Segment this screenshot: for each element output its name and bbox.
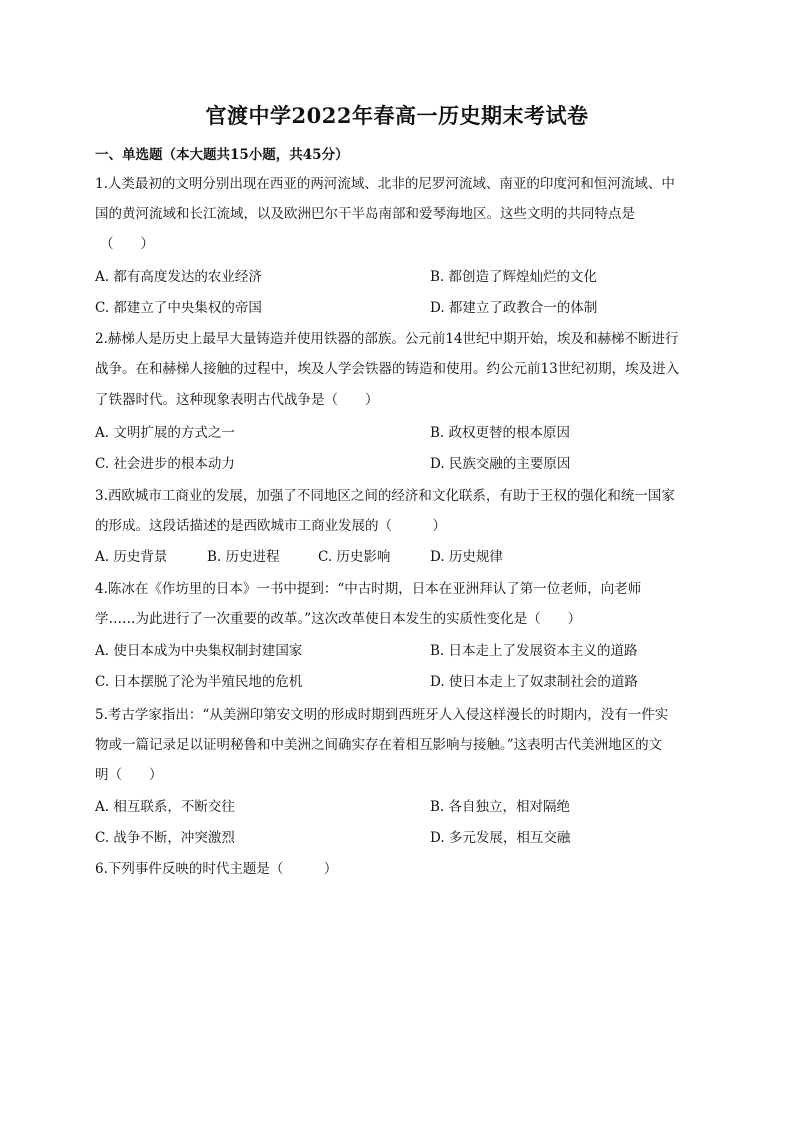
question-5-option-c[interactable]: C. 战争不断，冲突激烈: [95, 830, 235, 846]
question-2-option-a[interactable]: A. 文明扩展的方式之一: [95, 425, 235, 441]
question-5-line-3: 明（ ）: [95, 767, 163, 783]
question-2-line-3: 了铁器时代。这种现象表明古代战争是（ ）: [95, 392, 379, 408]
question-5-option-a[interactable]: A. 相互联系，不断交往: [95, 799, 235, 815]
question-3-line-1: 3.西欧城市工商业的发展，加强了不同地区之间的经济和文化联系，有助于王权的强化和统一国家: [95, 488, 675, 504]
question-4-option-d[interactable]: D. 使日本走上了奴隶制社会的道路: [430, 674, 638, 690]
question-4-option-a[interactable]: A. 使日本成为中央集权制封建国家: [95, 643, 303, 659]
question-1-line-2: 国的黄河流域和长江流域，以及欧洲巴尔干半岛南部和爱琴海地区。这些文明的共同特点是: [95, 206, 635, 222]
section-heading: 一、单选题（本大题共15小题，共45分）: [95, 147, 349, 163]
question-5-line-1: 5.考古学家指出：“从美洲印第安文明的形成时期到西班牙人入侵这样漫长的时期内，没有一件实: [95, 707, 669, 723]
question-1-line-3: （ ）: [100, 236, 154, 252]
question-3-line-2: 的形成。这段话描述的是西欧城市工商业发展的（ ）: [95, 518, 446, 534]
question-3-option-d[interactable]: D. 历史规律: [430, 549, 503, 565]
page-title: 官渡中学2022年春高一历史期末考试卷: [205, 103, 589, 128]
question-2-option-b[interactable]: B. 政权更替的根本原因: [430, 425, 571, 441]
question-5-option-b[interactable]: B. 各自独立，相对隔绝: [430, 799, 571, 815]
question-4-line-2: 学……为此进行了一次重要的改革。”这次改革使日本发生的实质性变化是（ ）: [95, 611, 582, 627]
question-2-option-d[interactable]: D. 民族交融的主要原因: [430, 456, 571, 472]
question-5-line-2: 物或一篇记录足以证明秘鲁和中美洲之间确实存在着相互影响与接触。”这表明古代美洲地区的文: [95, 737, 663, 753]
question-1-option-b[interactable]: B. 都创造了辉煌灿烂的文化: [430, 269, 598, 285]
question-3-option-a[interactable]: A. 历史背景: [95, 549, 168, 565]
question-6-line-1: 6.下列事件反映的时代主题是（ ）: [95, 861, 338, 877]
question-4-option-b[interactable]: B. 日本走上了发展资本主义的道路: [430, 643, 638, 659]
question-3-option-c[interactable]: C. 历史影响: [318, 549, 391, 565]
question-2-line-1: 2.赫梯人是历史上最早大量铸造并使用铁器的部族。公元前14世纪中期开始，埃及和赫梯不断进行: [95, 331, 679, 347]
question-2-option-c[interactable]: C. 社会进步的根本动力: [95, 456, 235, 472]
question-5-option-d[interactable]: D. 多元发展，相互交融: [430, 830, 571, 846]
question-1-option-a[interactable]: A. 都有高度发达的农业经济: [95, 269, 262, 285]
question-4-line-1: 4.陈冰在《作坊里的日本》一书中提到：“中古时期，日本在亚洲拜认了第一位老师，向老师: [95, 581, 642, 597]
question-1-line-1: 1.人类最初的文明分别出现在西亚的两河流域、北非的尼罗河流域、南亚的印度河和恒河流域、中: [95, 176, 675, 192]
question-2-line-2: 战争。在和赫梯人接触的过程中，埃及人学会铁器的铸造和使用。约公元前13世纪初期，埃及进入: [95, 361, 680, 377]
question-1-option-d[interactable]: D. 都建立了政教合一的体制: [430, 300, 598, 316]
question-4-option-c[interactable]: C. 日本摆脱了沦为半殖民地的危机: [95, 674, 303, 690]
question-1-option-c[interactable]: C. 都建立了中央集权的帝国: [95, 300, 262, 316]
question-3-option-b[interactable]: B. 历史进程: [207, 549, 280, 565]
